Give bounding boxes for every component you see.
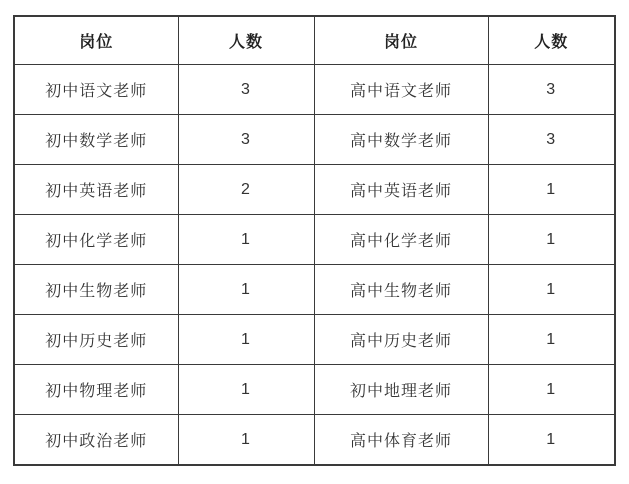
position-cell: 高中体育老师	[314, 415, 488, 466]
position-cell: 初中物理老师	[14, 365, 178, 415]
count-cell: 1	[488, 415, 615, 466]
position-cell: 高中历史老师	[314, 315, 488, 365]
count-cell: 1	[178, 215, 314, 265]
position-cell: 高中生物老师	[314, 265, 488, 315]
count-cell: 3	[488, 65, 615, 115]
header-cell-position-left: 岗位	[14, 16, 178, 65]
position-cell: 初中政治老师	[14, 415, 178, 466]
position-cell: 高中数学老师	[314, 115, 488, 165]
positions-table-container	[13, 15, 616, 466]
position-cell: 初中英语老师	[14, 165, 178, 215]
table-row	[14, 365, 615, 415]
position-cell: 初中历史老师	[14, 315, 178, 365]
count-cell: 3	[178, 115, 314, 165]
position-cell: 高中英语老师	[314, 165, 488, 215]
position-cell: 初中地理老师	[314, 365, 488, 415]
header-cell-position-right: 岗位	[314, 16, 488, 65]
count-cell: 1	[178, 265, 314, 315]
table-row	[14, 165, 615, 215]
table-row	[14, 415, 615, 466]
position-cell: 高中化学老师	[314, 215, 488, 265]
count-cell: 1	[488, 315, 615, 365]
position-cell: 初中语文老师	[14, 65, 178, 115]
position-cell: 初中数学老师	[14, 115, 178, 165]
count-cell: 1	[178, 365, 314, 415]
table-row	[14, 265, 615, 315]
count-cell: 3	[488, 115, 615, 165]
header-row	[14, 16, 615, 65]
count-cell: 1	[488, 365, 615, 415]
position-cell: 初中生物老师	[14, 265, 178, 315]
count-cell: 1	[488, 215, 615, 265]
table-row	[14, 65, 615, 115]
header-cell-count-right: 人数	[488, 16, 615, 65]
table-row	[14, 215, 615, 265]
table-row	[14, 115, 615, 165]
count-cell: 2	[178, 165, 314, 215]
position-cell: 高中语文老师	[314, 65, 488, 115]
count-cell: 3	[178, 65, 314, 115]
position-cell: 初中化学老师	[14, 215, 178, 265]
count-cell: 1	[488, 265, 615, 315]
header-cell-count-left: 人数	[178, 16, 314, 65]
count-cell: 1	[178, 415, 314, 466]
count-cell: 1	[488, 165, 615, 215]
count-cell: 1	[178, 315, 314, 365]
positions-table	[13, 15, 616, 466]
table-row	[14, 315, 615, 365]
